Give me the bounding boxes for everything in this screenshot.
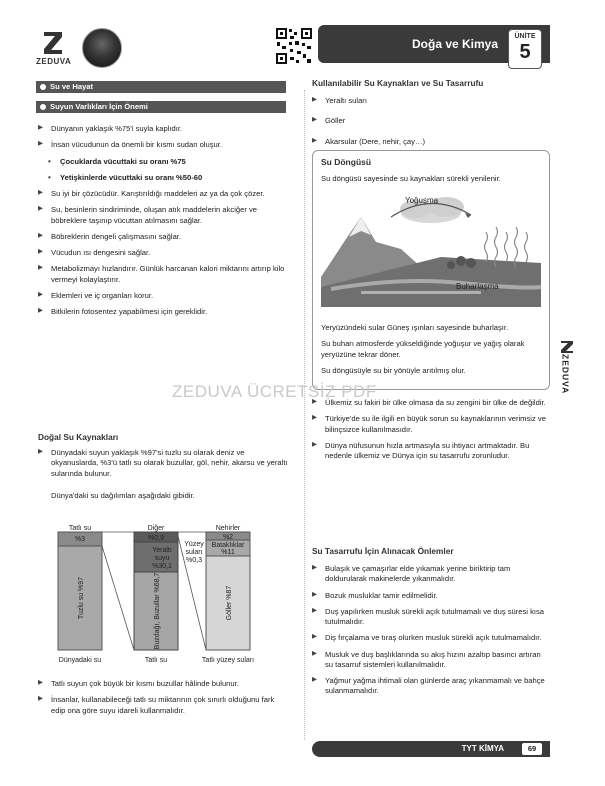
usable-sources-list [312, 96, 550, 153]
label-condensation: Yoğuşma [405, 196, 439, 205]
list-item: ▶ Yeraltı suları [312, 96, 550, 106]
page-title: Doğa ve Kimya [412, 37, 499, 51]
usable-sources-heading: Kullanılabilir Su Kaynakları ve Su Tasarrufu [312, 78, 484, 88]
list-item: ▶ Diş fırçalama ve tıraş olurken musluk sürekli açık tutulmamalıdır. [312, 633, 550, 643]
brand-name: ZEDUVA [36, 57, 72, 66]
list-item: ▶ Böbreklerin dengeli çalışmasını sağlar. [38, 232, 288, 242]
list-item: ▶ Su iyi bir çözücüdür. Karıştırıldığı maddeleri az ya da çok çözer. [38, 189, 288, 199]
segment-label-nehirler-value: %2 [222, 534, 234, 541]
watermark: ZEDUVA ÜCRETSİZ PDF [172, 382, 377, 401]
after-chart-list [38, 679, 288, 722]
list-item: ▶ İnsanlar, kullanabileceği tatlı su miktarının çok sınırlı olduğunu fark edip ona göre suyu idareli kullanmalıdır. [38, 695, 288, 716]
list-item: ▶ Duş yapılırken musluk sürekli açık tutulmamalı ve duş süresi kısa tutulmalıdır. [312, 607, 550, 628]
list-item: • Çocuklarda vücuttaki su oranı %75 [38, 157, 288, 167]
water-cycle-description [321, 323, 543, 382]
segment-label-tuzlu-su: Tuzlu su %97 [78, 576, 85, 620]
list-item: ▶ Metabolizmayı hızlandırır. Günlük harcanan kalori miktarını artırıp kilo vermeyi kolaylaştırır. [38, 264, 288, 285]
qr-code-icon[interactable] [275, 27, 313, 65]
water-cycle-illustration [321, 187, 541, 307]
list-item: ▶ Tatlı suyun çok büyük bir kısmı buzullar hâlinde bulunur. [38, 679, 288, 689]
list-item: ▶ Akarsular (Dere, nehir, çay…) [312, 137, 550, 147]
page-footer [312, 741, 550, 757]
unit-number: 5 [519, 41, 531, 64]
segment-label-bataklik-name: Bataklıklar [211, 542, 245, 549]
bar-label-tatli-yuzey-sulari: Tatlı yüzey suları [201, 657, 255, 664]
list-item: ▶ Su, besinlerin sindiriminde, oluşan atık maddelerin akciğer ve böbreklere taşınıp vücuttan atılmasını sağlar. [38, 205, 288, 226]
segment-label-bataklik-value: %11 [221, 549, 235, 556]
list-item: ▶ Göller [312, 116, 550, 126]
water-distribution-chart [36, 518, 296, 674]
segment-label-nehirler-name: Nehirler [215, 525, 241, 532]
unit-header [318, 25, 550, 63]
saving-measures-list [312, 564, 550, 703]
bullet-dot-icon [40, 104, 46, 110]
list-item: ▶ Vücudun ısı dengesini sağlar. [38, 248, 288, 258]
bar-label-tatli-su: Tatlı su [144, 657, 168, 664]
list-item: ▶ Bozuk musluklar tamir edilmelidir. [312, 591, 550, 601]
distribution-note: Dünya'daki su dağılımları aşağıdaki gibidir. [51, 491, 195, 500]
section-title: Su ve Hayat [50, 82, 94, 91]
label-evaporation: Buharlaşma [456, 282, 499, 291]
author-avatar [82, 28, 122, 68]
segment-label-goller: Göller %87 [226, 585, 233, 621]
cycle-paragraph: Su buharı atmosferde yükseldiğinde yoğuşur ve yağış olarak yeryüzüne tekrar döner. [321, 339, 525, 359]
segment-label-diger-value: %0,9 [148, 535, 164, 542]
bar-label-dunyadaki-su: Dünyadaki su [58, 657, 102, 664]
side-tab-label: ZEDUVA [560, 354, 571, 395]
connector-line [102, 546, 134, 650]
segment-label-yuzey-3: %0,3 [186, 557, 202, 564]
list-item: ▶ Türkiye'de su ile ilgili en büyük sorun su kaynaklarının verimsiz ve bilinçsizce kullanılmasıdır. [312, 414, 550, 435]
list-item: ▶ Yağmur yağma ihtimali olan günlerde araç yıkanmamalı ve bahçe sulanmamalıdır. [312, 676, 550, 697]
zeduva-z-icon [560, 340, 574, 354]
list-item: ▶ Dünyadaki suyun yaklaşık %97'si tuzlu su olarak deniz ve okyanuslarda, %3'ü tatlı su olarak buzullar, göl, nehir, akarsu ve yeraltı sularında bulunur. [38, 448, 288, 479]
list-item: ▶ Bulaşık ve çamaşırlar elde yıkamak yerine biriktirip tam doldurularak makinelerde yıkanmalıdır. [312, 564, 550, 585]
importance-list [38, 124, 288, 323]
section-title-bar [36, 81, 286, 93]
side-brand-tab [557, 340, 579, 408]
page-number: 69 [522, 743, 542, 755]
segment-label-yuzey-1: Yüzey [184, 541, 204, 548]
list-item: ▶ İnsan vücudunun da önemli bir kısmı sudan oluşur. [38, 140, 288, 150]
list-item: ▶ Dünya nüfusunun hızla artmasıyla su ihtiyacı artmaktadır. Bu nedenle ülkemiz ve Dünya için su tasarrufu zorunludur. [312, 441, 550, 462]
natural-sources-heading: Doğal Su Kaynakları [38, 432, 119, 442]
list-item: ▶ Dünyanın yaklaşık %75'i suyla kaplıdır. [38, 124, 288, 134]
unit-label: ÜNİTE [514, 33, 536, 40]
segment-label-diger-name: Diğer [147, 525, 165, 532]
subsection-title: Suyun Varlıkları İçin Önemi [50, 102, 148, 111]
zeduva-z-icon [42, 30, 64, 56]
water-cycle-title: Su Döngüsü [321, 157, 372, 167]
list-item: • Yetişkinlerde vücuttaki su oranı %50-60 [38, 173, 288, 183]
list-item: ▶ Eklemleri ve iç organları korur. [38, 291, 288, 301]
segment-label-yeralti-2: suyu [154, 555, 170, 562]
list-item: ▶ Musluk ve duş başlıklarında su akış hızını azaltıp basıncı artıran su tasarruf sistemleri kullanılmalıdır. [312, 650, 550, 671]
saving-measures-heading: Su Tasarrufu İçin Alınacak Önlemler [312, 546, 454, 556]
segment-label-buzullar: Buzdağı, Buzullar %68,7 [154, 572, 161, 650]
natural-sources-list [38, 448, 288, 485]
water-status-list [312, 398, 550, 467]
list-item: ▶ Ülkemiz su fakiri bir ülke olmasa da su zengini bir ülke de değildir. [312, 398, 550, 408]
footer-title: TYT KİMYA [461, 744, 504, 753]
water-cycle-intro: Su döngüsü sayesinde su kaynakları sürekli yenilenir. [321, 174, 501, 184]
segment-label-tatli-su-value: %3 [74, 536, 86, 543]
brand-logo [34, 28, 126, 70]
cycle-paragraph: Su döngüsüyle su bir yönüyle arıtılmış olur. [321, 365, 466, 375]
bullet-dot-icon [40, 84, 46, 90]
segment-label-yeralti-3: %30,1 [152, 563, 172, 570]
unit-badge [508, 29, 542, 69]
list-item: ▶ Bitkilerin fotosentez yapabilmesi için gereklidir. [38, 307, 288, 317]
subsection-title-bar [36, 101, 286, 113]
cycle-paragraph: Yeryüzündeki sular Güneş ışınları sayesinde buharlaşır. [321, 323, 509, 332]
water-cycle-box [312, 150, 550, 390]
segment-label-yuzey-2: suları [185, 549, 203, 556]
column-divider [304, 90, 305, 740]
segment-label-yeralti-1: Yeraltı [152, 547, 172, 554]
segment-label-tatli-su-name: Tatlı su [68, 525, 92, 532]
